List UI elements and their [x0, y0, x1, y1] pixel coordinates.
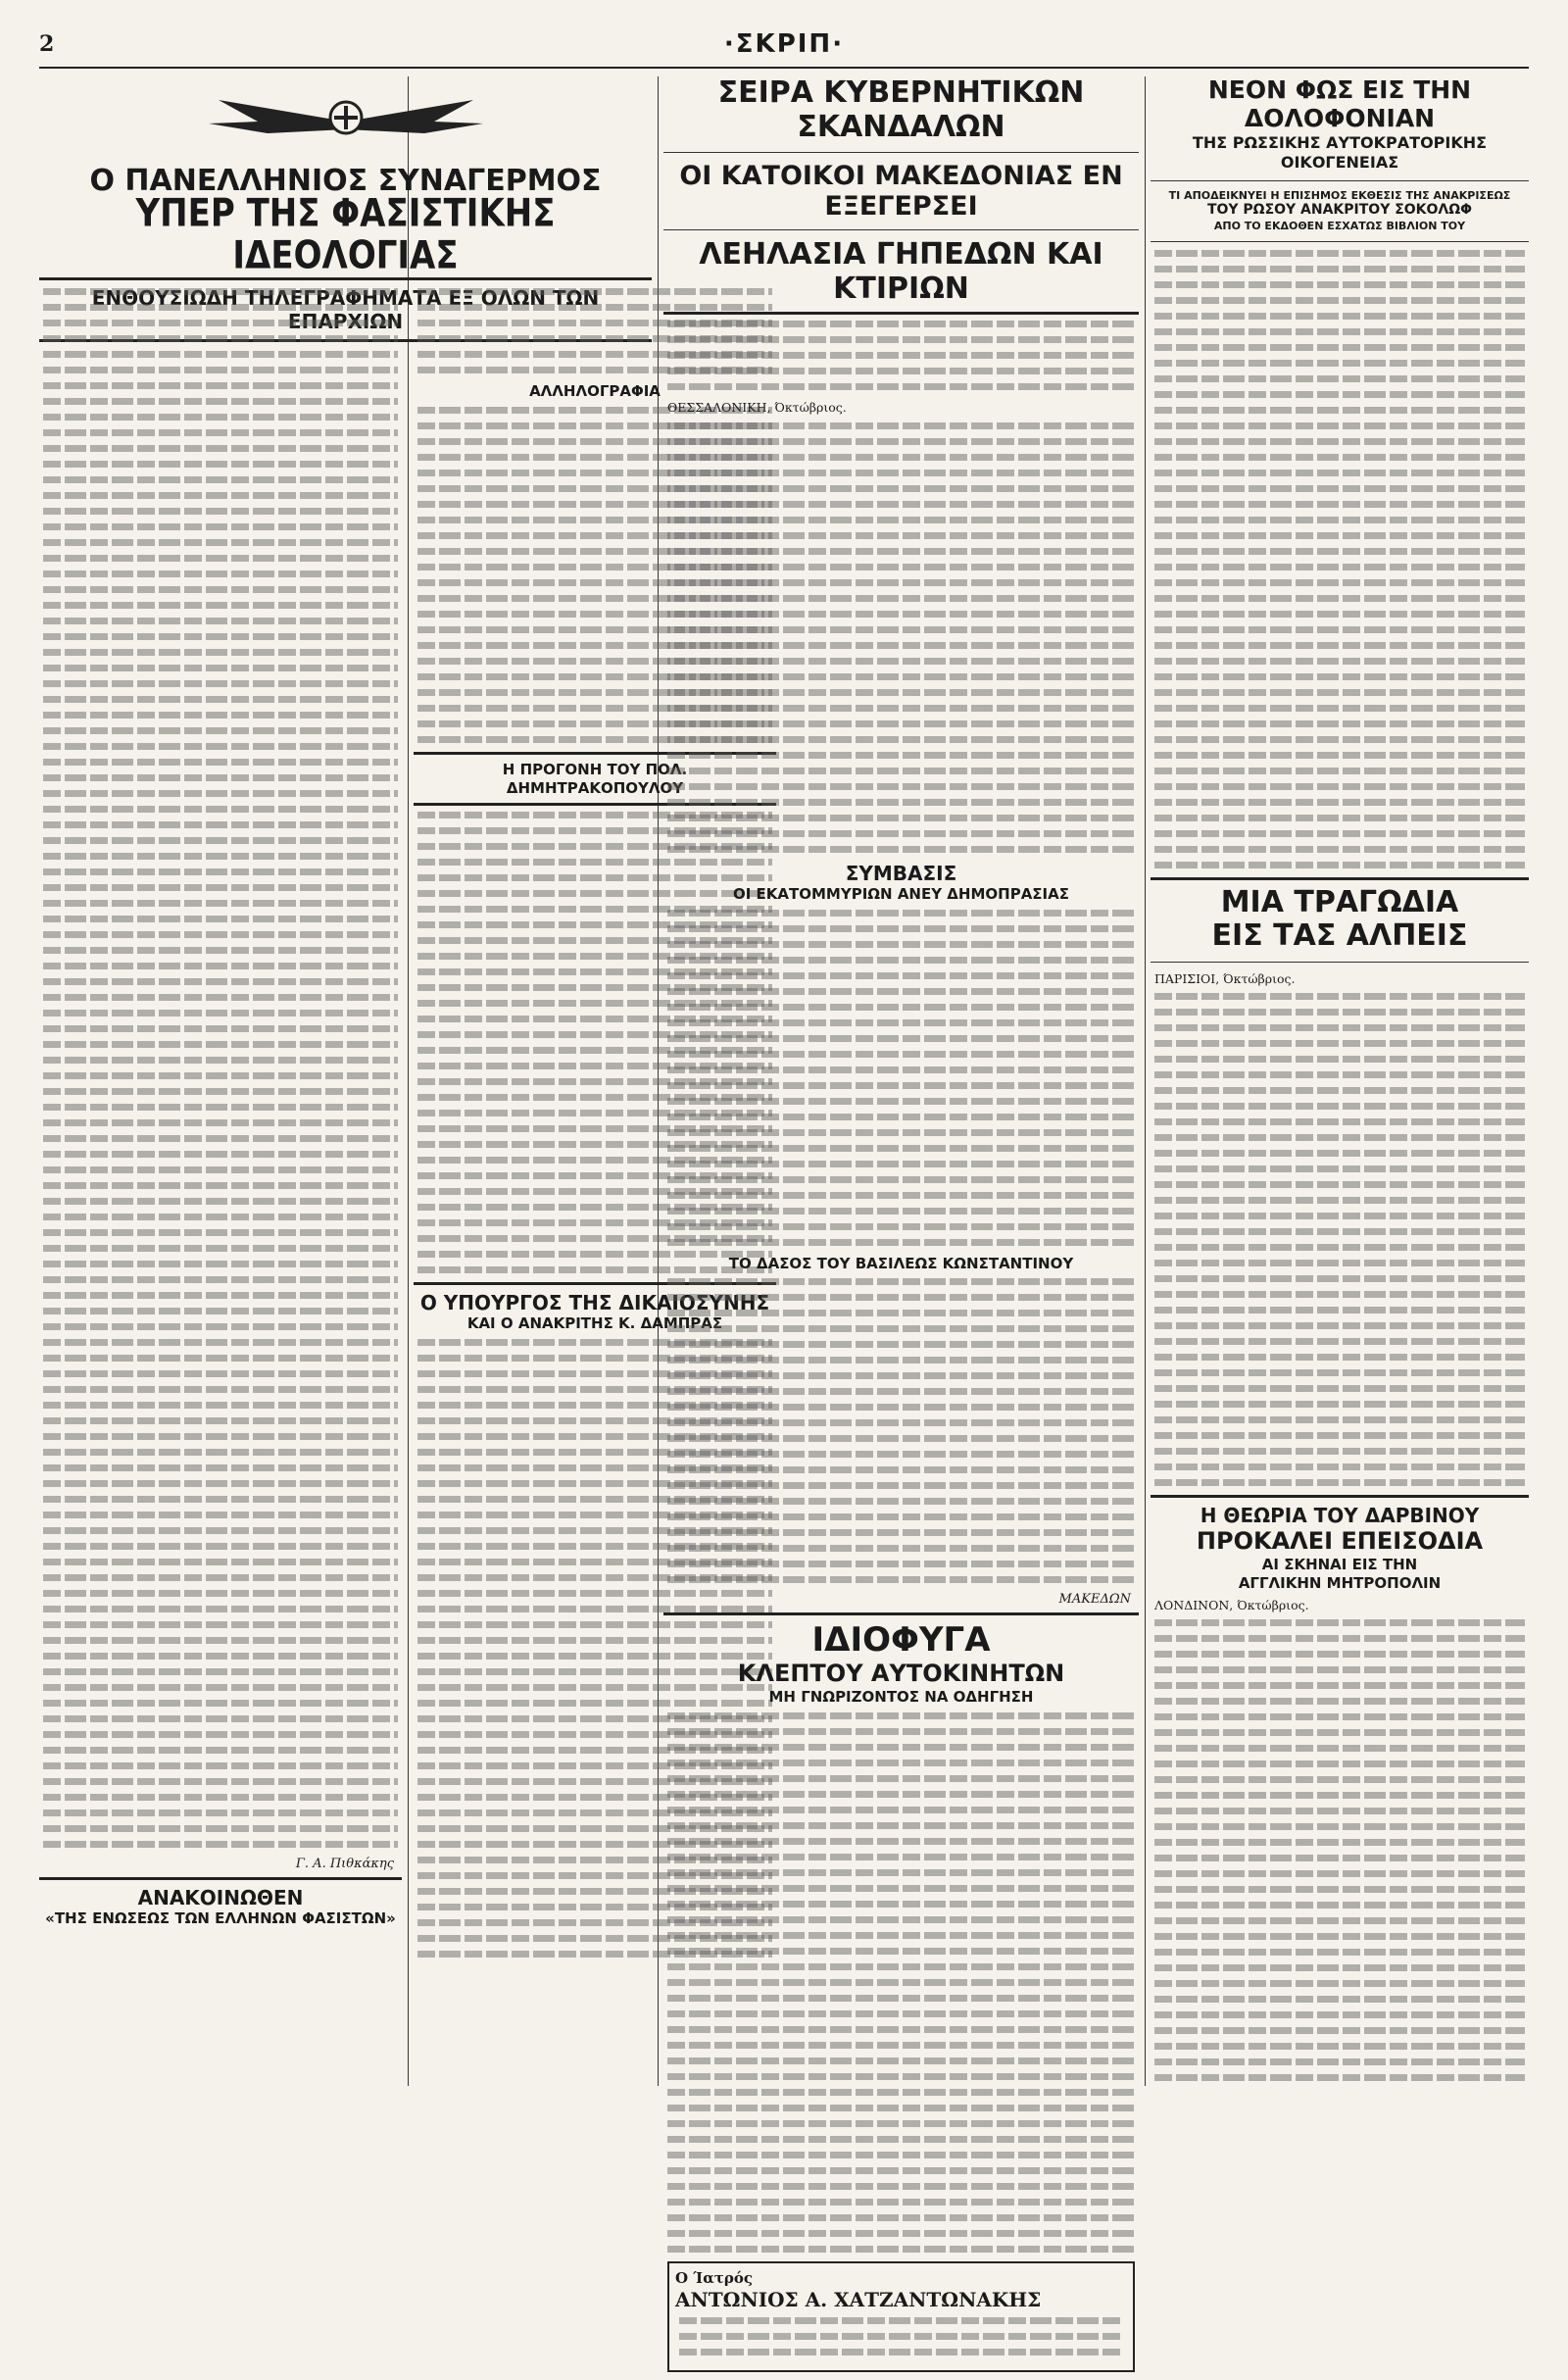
headline-official-report: ΤΙ ΑΠΟΔΕΙΚΝΥΕΙ Η ΕΠΙΣΗΜΟΣ ΕΚΘΕΣΙΣ ΤΗΣ ΑΝΑΚΡΙΣΕΩΣ — [1168, 188, 1511, 202]
doctor-advertisement — [667, 2261, 1135, 2372]
body-text-block — [43, 288, 398, 1848]
column-rule — [1145, 76, 1146, 2086]
subheading-announcement: «ΤΗΣ ΕΝΩΣΕΩΣ ΤΩΝ ΕΛΛΗΝΩΝ ΦΑΣΙΣΤΩΝ» — [45, 1909, 396, 1927]
headline-rally: Ο ΠΑΝΕΛΛΗΝΙΟΣ ΣΥΝΑΓΕΡΜΟΣ — [89, 164, 602, 198]
macedonia-article — [663, 76, 1139, 2380]
headline-new-light: ΝΕΟΝ ΦΩΣ ΕΙΣ ΤΗΝ ΔΟΛΟΦΟΝΙΑΝ — [1207, 75, 1472, 132]
signature: Γ. Α. Πιθκάκης — [295, 1857, 394, 1871]
headline-tragedy: ΜΙΑ ΤΡΑΓΩΔΙΑ — [1220, 884, 1459, 919]
headline-driving: ΜΗ ΓΝΩΡΙΖΟΝΤΟΣ ΝΑ ΟΔΗΓΗΣΗ — [768, 1688, 1034, 1707]
headline-idiofyga: ΙΔΙΟΦΥΓΑ — [811, 1620, 991, 1661]
heading-contracts: ΣΥΜΒΑΣΙΣ — [845, 861, 957, 885]
headline-book: ΑΠΟ ΤΟ ΕΚΔΟΘΕΝ ΕΣΧΑΤΩΣ ΒΙΒΛΙΟΝ ΤΟΥ — [1213, 219, 1466, 232]
eagle-emblem-icon — [199, 82, 493, 161]
heading-king-forest: ΤΟ ΔΑΣΟΣ ΤΟΥ ΒΑΣΙΛΕΩΣ ΚΩΝΣΤΑΝΤΙΝΟΥ — [728, 1254, 1074, 1272]
subheading-contracts: ΟΙ ΕΚΑΤΟΜΜΥΡΙΩΝ ΑΝΕΥ ΔΗΜΟΠΡΑΣΙΑΣ — [732, 884, 1069, 903]
dateline-paris: ΠΑΡΙΣΙΟΙ, Όκτώβριος. — [1154, 970, 1296, 986]
heading-announcement: ΑΝΑΚΟΙΝΩΘΕΝ — [137, 1886, 304, 1909]
headline-incidents: ΠΡΟΚΑΛΕΙ ΕΠΕΙΣΟΔΙΑ — [1196, 1527, 1484, 1556]
subhead-telegrams: ΕΝΘΟΥΣΙΩΔΗ ΤΗΛΕΓΡΑΦΗΜΑΤΑ ΕΞ ΟΛΩΝ ΤΩΝ ΕΠΑΡΧΙΩΝ — [91, 286, 600, 334]
headline-scandals: ΣΕΙΡΑ ΚΥΒΕΡΝΗΤΙΚΩΝ ΣΚΑΝΔΑΛΩΝ — [717, 75, 1085, 144]
headline-macedonia: ΟΙ ΚΑΤΟΙΚΟΙ ΜΑΚΕΔΟΝΙΑΣ ΕΝ ΕΞΕΓΕΡΣΕΙ — [679, 161, 1123, 223]
headline-russian-family: ΤΗΣ ΡΩΣΣΙΚΗΣ ΑΥΤΟΚΡΑΤΟΡΙΚΗΣ ΟΙΚΟΓΕΝΕΙΑΣ — [1192, 132, 1488, 172]
headline-scenes: ΑΙ ΣΚΗΝΑΙ ΕΙΣ ΤΗΝ — [1261, 1556, 1418, 1574]
subheading-justice-minister: ΚΑΙ Ο ΑΝΑΚΡΙΤΗΣ Κ. ΔΑΜΠΡΑΣ — [466, 1314, 723, 1333]
heading-dimitrakopoulos: Η ΠΡΟΓΟΝΗ ΤΟΥ ΠΟΛ. ΔΗΜΗΤΡΑΚΟΠΟΥΛΟΥ — [502, 760, 688, 797]
masthead — [39, 27, 1529, 69]
dateline: ΘΕΣΣΑΛΟΝΙΚΗ, Όκτώβριος. — [667, 400, 847, 416]
column-1 — [39, 282, 402, 2086]
signature-makedon: ΜΑΚΕΔΩΝ — [1058, 1592, 1131, 1608]
ad-title: Ο Ίατρός — [675, 2268, 753, 2287]
page-number: 2 — [39, 31, 55, 57]
heading-correspondence: ΑΛΛΗΛΟΓΡΑΦΙΑ — [529, 382, 661, 400]
heading-justice-minister: Ο ΥΠΟΥΡΓΟΣ ΤΗΣ ΔΙΚΑΙΟΣΥΝΗΣ — [419, 1291, 770, 1315]
headline-fascist-ideology: ΥΠΕΡ ΤΗΣ ΦΑΣΙΣΤΙΚΗΣ ΙΔΕΟΛΟΓΙΑΣ — [135, 190, 556, 278]
headline-sokolov: ΤΟΥ ΡΩΣΟΥ ΑΝΑΚΡΙΤΟΥ ΣΟΚΟΛΩΦ — [1206, 202, 1473, 219]
headline-alps: ΕΙΣ ΤΑΣ ΑΛΠΕΙΣ — [1211, 918, 1468, 953]
romanov-article — [1151, 76, 1529, 2090]
paper-name: ·ΣΚΡΙΠ· — [723, 29, 845, 59]
headline-metropolis: ΑΓΓΛΙΚΗΝ ΜΗΤΡΟΠΟΛΙΝ — [1238, 1573, 1442, 1592]
headline-darwin: Η ΘΕΩΡΙΑ ΤΟΥ ΔΑΡΒΙΝΟΥ — [1200, 1504, 1480, 1528]
newspaper-page — [39, 27, 1529, 2311]
dateline-london: ΛΟΝΔΙΝΟΝ, Όκτώβριος. — [1154, 1597, 1309, 1612]
headline-looting: ΛΕΗΛΑΣΙΑ ΓΗΠΕΔΩΝ ΚΑΙ ΚΤΙΡΙΩΝ — [699, 237, 1103, 306]
headline-car-thief: ΚΛΕΠΤΟΥ ΑΥΤΟΚΙΝΗΤΩΝ — [737, 1660, 1065, 1688]
ad-name: ΑΝΤΩΝΙΟΣ Α. ΧΑΤΖΑΝΤΩΝΑΚΗΣ — [675, 2287, 1042, 2311]
column-rule — [408, 76, 409, 2086]
